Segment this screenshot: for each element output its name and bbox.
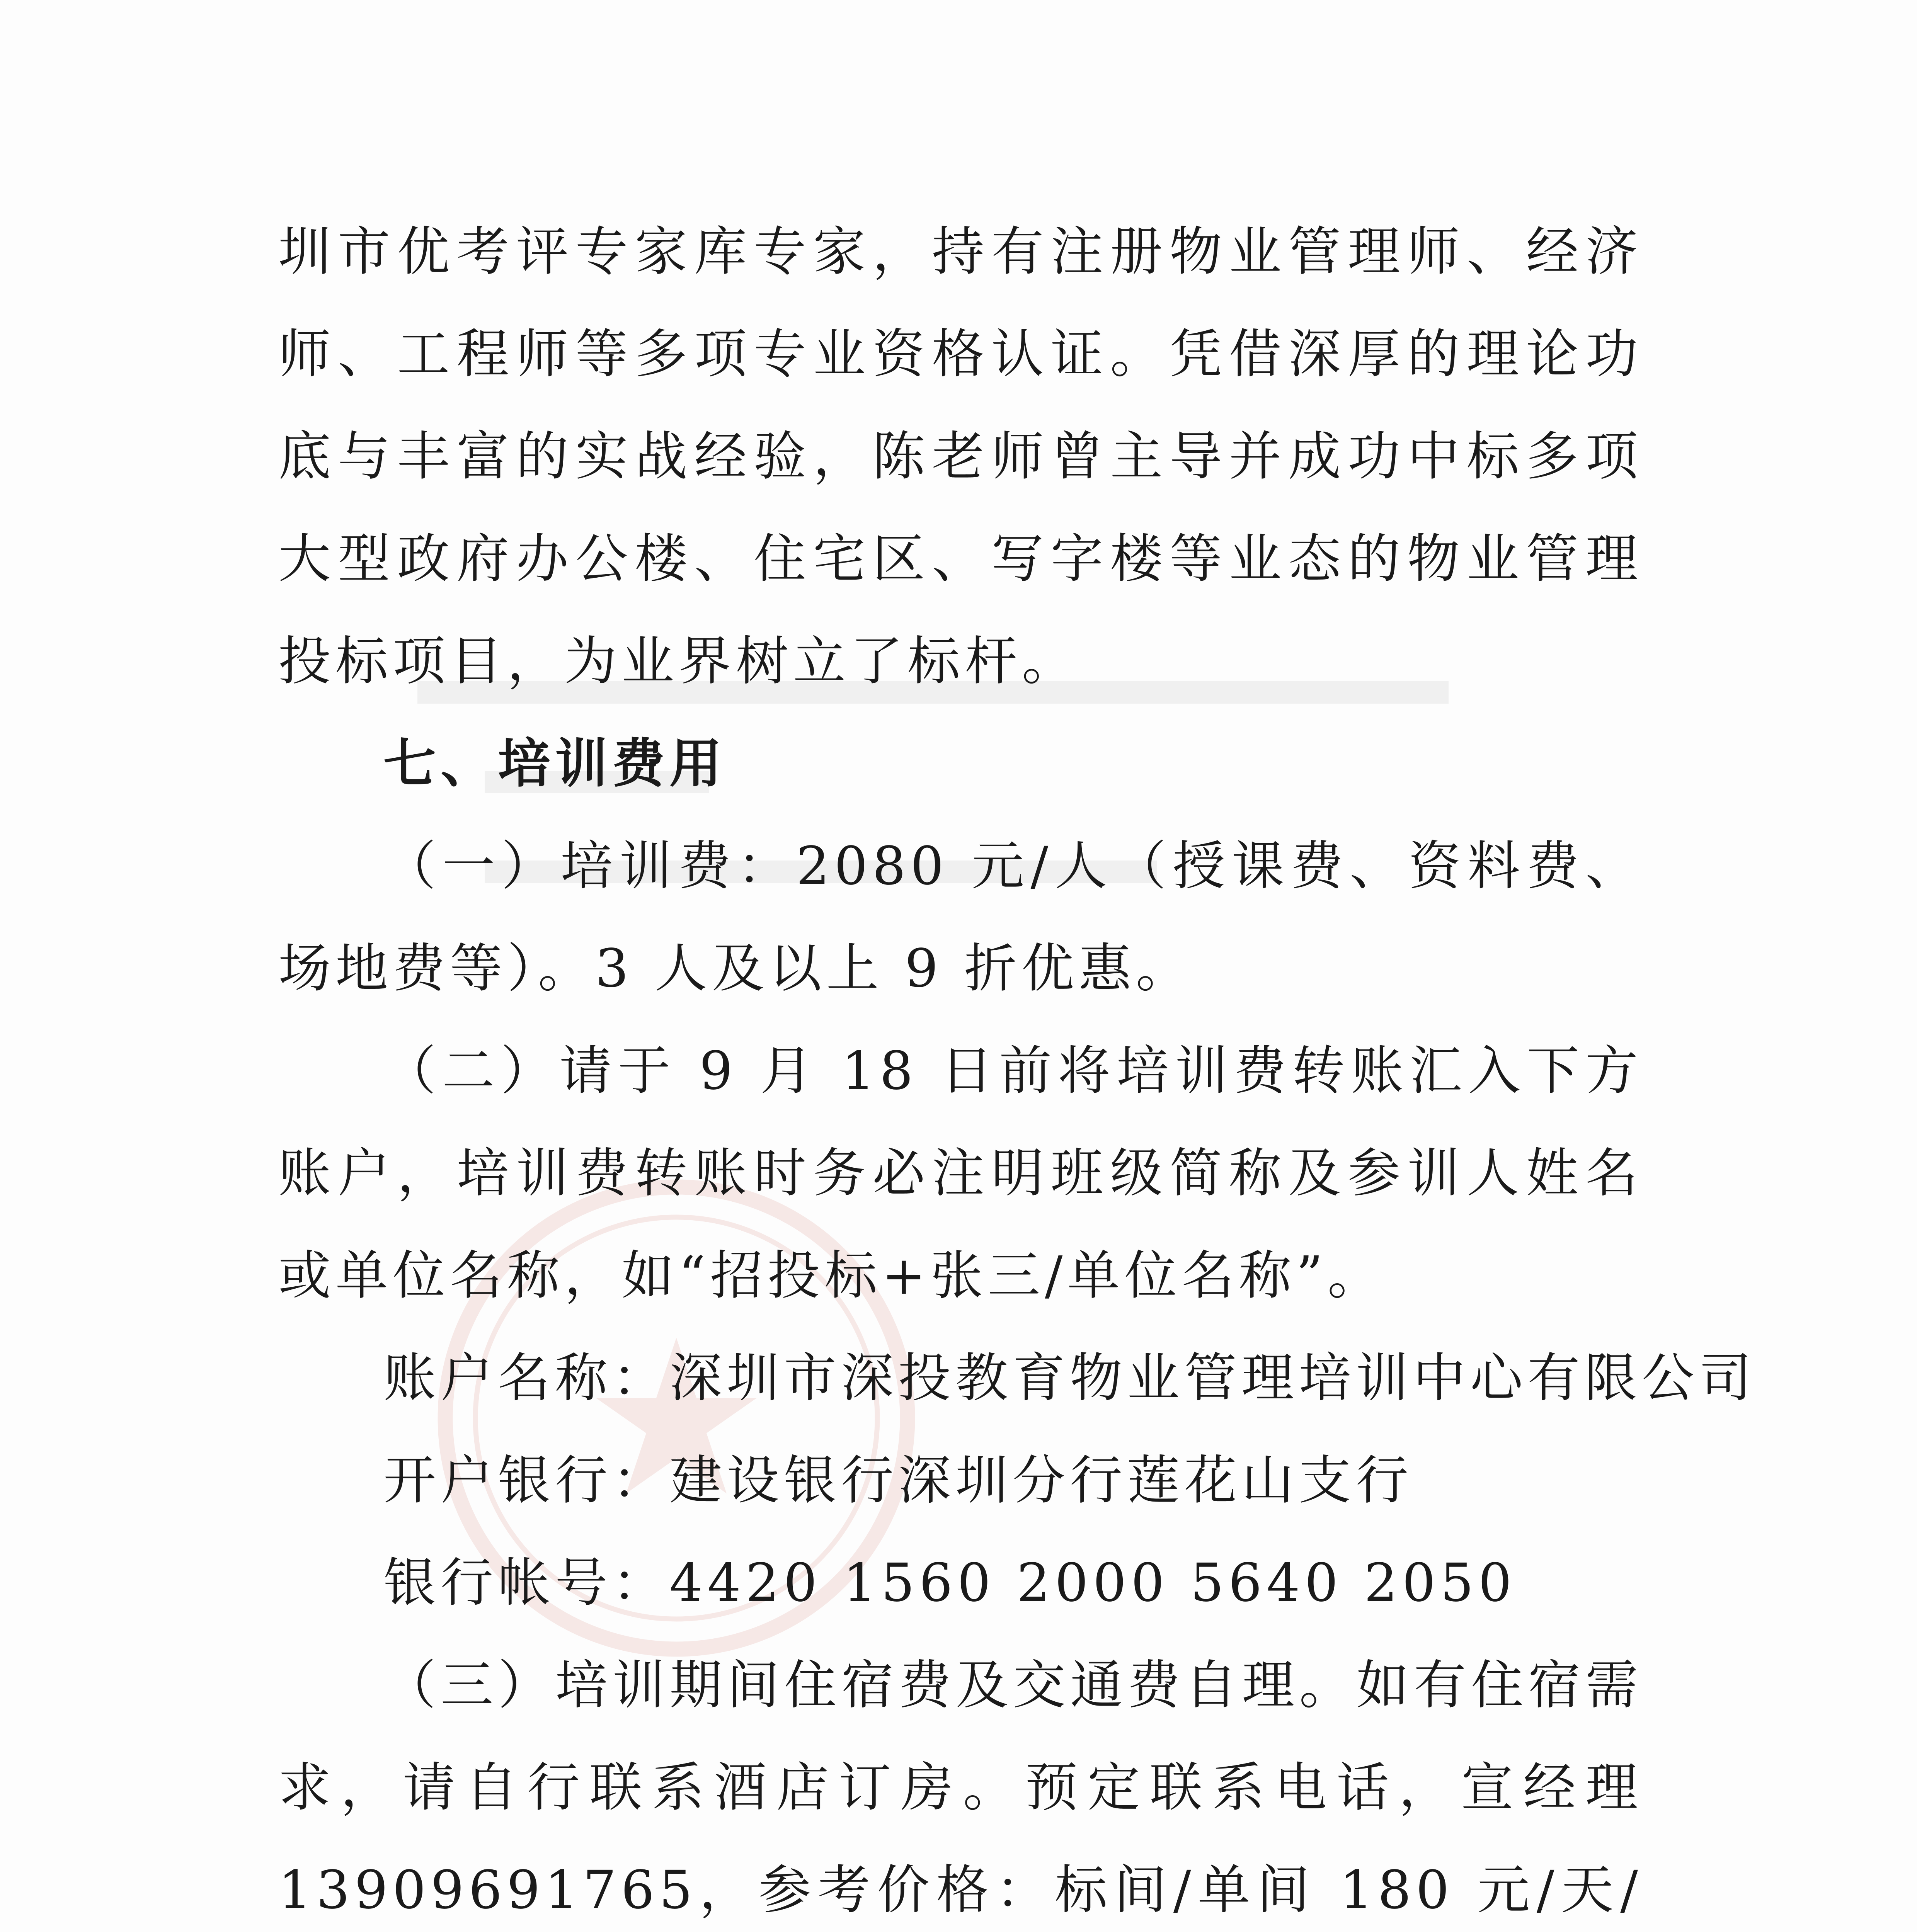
paragraph-accommodation: （三）培训期间住宿费及交通费自理。如有住宿需求，请自行联系酒店订房。预定联系电话，宣经理 13909691765，参考价格：标间/单间 180 元/天/ [278,1655,1643,1921]
paragraph-instructor-bio: 圳市优考评专家库专家，持有注册物业管理师、经济师、工程师等多项专业资格认证。凭借深厚的理论功底与丰富的实战经验，陈老师曾主导并成功中标多项大型政府办公楼、住宅区、写字楼等业态的物业管理投标项目，为业界树立了标杆。 [278,221,1643,692]
section-heading-training-fees: 七、培训费用 [383,733,727,794]
paragraph-fee-amount: （一）培训费：2080 元/人（授课费、资料费、场地费等）。3 人及以上 9 折优惠。 [278,836,1643,999]
body-text [278,201,1756,1932]
paragraph-fee-transfer: （二）请于 9 月 18 日前将培训费转账汇入下方账户，培训费转账时务必注明班级简称及参训人姓名或单位名称，如“招投标+张三/单位名称”。 [278,1041,1643,1306]
account-number-line: 银行帐号：4420 1560 2000 5640 2050 [383,1553,1517,1614]
bank-name-line: 开户银行：建设银行深圳分行莲花山支行 [383,1450,1413,1511]
account-name-line: 账户名称：深圳市深投教育物业管理培训中心有限公司 [383,1348,1756,1409]
